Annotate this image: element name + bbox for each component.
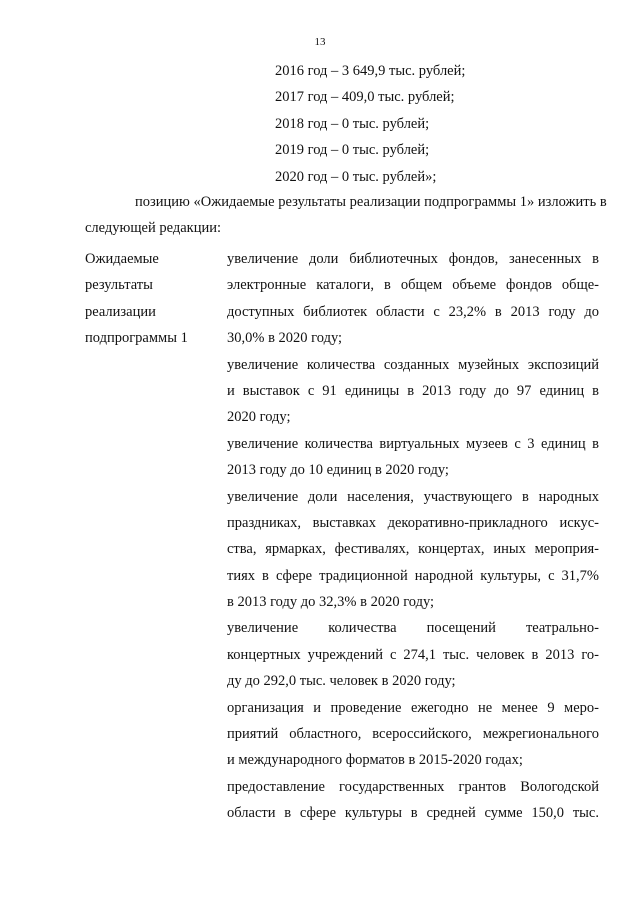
expected-result-line: в 2013 году до 32,3% в 2020 году; [227, 594, 435, 611]
expected-result-line: доступных библиотек области с 23,2% в 2013 году до [227, 303, 599, 320]
expected-result-item [227, 484, 599, 616]
expected-result-line: предоставление государственных грантов Вологодской [227, 778, 599, 795]
budget-line-2018: 2018 год – 0 тыс. рублей; [275, 115, 430, 132]
page-number: 13 [314, 36, 326, 48]
budget-line-2020: 2020 год – 0 тыс. рублей»; [275, 168, 437, 185]
expected-result-line: ду до 292,0 тыс. человек в 2020 году; [227, 673, 456, 690]
expected-result-line: увеличение количества посещений театрально- [227, 620, 599, 637]
intro-line-1: позицию «Ожидаемые результаты реализации подпрограммы 1» изложить в [135, 194, 607, 210]
expected-result-item [227, 431, 599, 484]
expected-result-line: увеличение количества виртуальных музеев с 3 единиц в [227, 435, 599, 452]
intro-line-2: следующей редакции: [85, 220, 222, 236]
budget-line-2019: 2019 год – 0 тыс. рублей; [275, 142, 430, 159]
expected-result-line: 2020 году; [227, 409, 291, 426]
expected-result-item [227, 695, 599, 774]
intro-paragraph [85, 189, 607, 241]
expected-result-line: тиях в сфере традиционной народной культуры, с 31,7% [227, 567, 599, 584]
position-label-line: Ожидаемые [85, 251, 159, 267]
expected-result-item [227, 615, 599, 694]
expected-result-line: ства, ярмарках, фестивалях, концертах, иных мероприя- [227, 541, 599, 558]
budget-list [275, 58, 465, 190]
position-label [85, 246, 188, 352]
expected-result-line: праздниках, выставках декоративно-прикладного искус- [227, 514, 599, 531]
expected-result-line: и выставок с 91 единицы в 2013 году до 97 единиц в [227, 382, 599, 399]
expected-result-item [227, 352, 599, 431]
budget-line-2016: 2016 год – 3 649,9 тыс. рублей; [275, 63, 466, 79]
expected-result-line: 2013 году до 10 единиц в 2020 году; [227, 462, 449, 479]
expected-result-item [227, 246, 599, 352]
expected-result-line: и международного форматов в 2015-2020 годах; [227, 752, 523, 769]
expected-result-line: организация и проведение ежегодно не менее 9 меро- [227, 699, 599, 716]
budget-line-2017: 2017 год – 409,0 тыс. рублей; [275, 89, 455, 106]
position-label-line: реализации [85, 303, 156, 320]
position-label-line: подпрограммы 1 [85, 330, 188, 347]
expected-result-line: 30,0% в 2020 году; [227, 330, 343, 347]
expected-result-line: электронные каталоги, в общем объеме фондов обще- [227, 277, 599, 294]
expected-result-line: концертных учреждений с 274,1 тыс. человек в 2013 го- [227, 646, 599, 663]
expected-result-item [227, 774, 599, 827]
expected-result-line: увеличение доли библиотечных фондов, занесенных в [227, 251, 599, 267]
expected-result-line: приятий областного, всероссийского, межрегионального [227, 726, 599, 743]
position-label-line: результаты [85, 277, 153, 294]
expected-result-line: области в сфере культуры в средней сумме 150,0 тыс. [227, 805, 599, 822]
expected-result-line: увеличение количества созданных музейных экспозиций [227, 356, 599, 373]
expected-results-list [227, 246, 599, 827]
expected-result-line: увеличение доли населения, участвующего в народных [227, 488, 599, 505]
